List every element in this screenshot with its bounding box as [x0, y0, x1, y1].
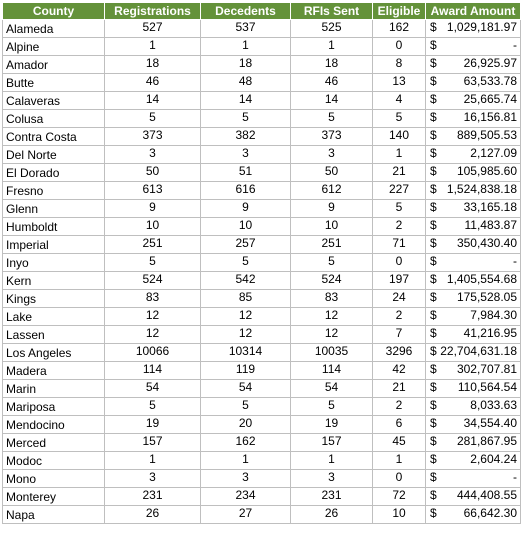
cell-county[interactable]: Glenn: [3, 200, 105, 218]
table-row: [3, 290, 521, 308]
currency-symbol: $: [430, 344, 437, 358]
cell-registrations[interactable]: 19: [105, 416, 201, 434]
cell-registrations[interactable]: 527: [105, 20, 201, 38]
award-amount: 16,156.81: [463, 110, 517, 124]
cell-decedents[interactable]: 5: [201, 254, 291, 272]
cell-eligible[interactable]: 6: [373, 416, 426, 434]
table-row: [3, 326, 521, 344]
award-value: [430, 164, 517, 179]
cell-eligible[interactable]: 0: [373, 38, 426, 56]
cell-decedents[interactable]: 1: [201, 38, 291, 56]
table-row: [3, 128, 521, 146]
cell-registrations[interactable]: 83: [105, 290, 201, 308]
cell-rfis-sent[interactable]: 524: [291, 272, 373, 290]
currency-symbol: $: [430, 38, 437, 52]
cell-eligible[interactable]: 45: [373, 434, 426, 452]
cell-registrations[interactable]: 26: [105, 506, 201, 524]
cell-county[interactable]: Madera: [3, 362, 105, 380]
award-value: [430, 56, 517, 71]
cell-decedents[interactable]: 12: [201, 308, 291, 326]
cell-county[interactable]: Kings: [3, 290, 105, 308]
cell-rfis-sent[interactable]: 46: [291, 74, 373, 92]
award-value: [430, 506, 517, 521]
currency-symbol: $: [430, 92, 437, 106]
table-row: [3, 164, 521, 182]
cell-registrations[interactable]: 12: [105, 326, 201, 344]
currency-symbol: $: [430, 182, 437, 196]
cell-county[interactable]: Del Norte: [3, 146, 105, 164]
cell-registrations[interactable]: 5: [105, 254, 201, 272]
cell-award-amount[interactable]: [426, 308, 521, 326]
award-value: [430, 452, 517, 467]
award-amount: 105,985.60: [456, 164, 517, 178]
cell-rfis-sent[interactable]: 19: [291, 416, 373, 434]
award-amount: 8,033.63: [470, 398, 517, 412]
currency-symbol: $: [430, 218, 437, 232]
cell-rfis-sent[interactable]: 5: [291, 398, 373, 416]
cell-rfis-sent[interactable]: 612: [291, 182, 373, 200]
cell-rfis-sent[interactable]: 12: [291, 308, 373, 326]
table-row: [3, 506, 521, 524]
table-row: [3, 434, 521, 452]
cell-eligible[interactable]: 162: [373, 20, 426, 38]
award-amount: 11,483.87: [464, 218, 517, 232]
cell-county[interactable]: El Dorado: [3, 164, 105, 182]
cell-eligible[interactable]: 71: [373, 236, 426, 254]
cell-rfis-sent[interactable]: 114: [291, 362, 373, 380]
cell-decedents[interactable]: 5: [201, 110, 291, 128]
cell-county[interactable]: Butte: [3, 74, 105, 92]
cell-decedents[interactable]: 27: [201, 506, 291, 524]
cell-eligible[interactable]: 13: [373, 74, 426, 92]
table-row: [3, 92, 521, 110]
cell-decedents[interactable]: 616: [201, 182, 291, 200]
currency-symbol: $: [430, 452, 437, 466]
cell-county[interactable]: Alameda: [3, 20, 105, 38]
cell-eligible[interactable]: 5: [373, 110, 426, 128]
cell-registrations[interactable]: 1: [105, 38, 201, 56]
table-row: [3, 110, 521, 128]
cell-county[interactable]: Lassen: [3, 326, 105, 344]
award-amount: 1,524,838.18: [446, 182, 517, 196]
cell-award-amount[interactable]: [426, 362, 521, 380]
cell-award-amount[interactable]: [426, 236, 521, 254]
cell-rfis-sent[interactable]: 3: [291, 470, 373, 488]
header-row: [3, 3, 521, 20]
table-row: [3, 470, 521, 488]
award-value: [430, 362, 517, 377]
award-value: [430, 434, 517, 449]
cell-award-amount[interactable]: [426, 20, 521, 38]
cell-county[interactable]: Mono: [3, 470, 105, 488]
cell-decedents[interactable]: 18: [201, 56, 291, 74]
cell-rfis-sent[interactable]: 50: [291, 164, 373, 182]
award-amount: 26,925.97: [463, 56, 517, 70]
currency-symbol: $: [430, 470, 437, 484]
cell-eligible[interactable]: 72: [373, 488, 426, 506]
award-value: [430, 128, 517, 143]
award-value: [430, 74, 517, 89]
table-row: [3, 200, 521, 218]
table-row: [3, 182, 521, 200]
cell-award-amount[interactable]: [426, 290, 521, 308]
award-amount: 350,430.40: [456, 236, 517, 250]
cell-eligible[interactable]: 7: [373, 326, 426, 344]
currency-symbol: $: [430, 74, 437, 88]
award-amount: 2,604.24: [470, 452, 517, 466]
award-amount: 41,216.95: [463, 326, 517, 340]
cell-rfis-sent[interactable]: 5: [291, 110, 373, 128]
table-row: [3, 344, 521, 362]
cell-rfis-sent[interactable]: 157: [291, 434, 373, 452]
cell-eligible[interactable]: 21: [373, 164, 426, 182]
cell-eligible[interactable]: 8: [373, 56, 426, 74]
cell-award-amount[interactable]: [426, 506, 521, 524]
award-amount: 7,984.30: [470, 308, 517, 322]
cell-county[interactable]: Modoc: [3, 452, 105, 470]
currency-symbol: $: [430, 362, 437, 376]
award-amount: 302,707.81: [456, 362, 517, 376]
cell-county[interactable]: Imperial: [3, 236, 105, 254]
cell-eligible[interactable]: 0: [373, 254, 426, 272]
award-value: [430, 488, 517, 503]
currency-symbol: $: [430, 20, 437, 34]
cell-eligible[interactable]: 227: [373, 182, 426, 200]
cell-registrations[interactable]: 12: [105, 308, 201, 326]
cell-rfis-sent[interactable]: 10035: [291, 344, 373, 362]
currency-symbol: $: [430, 236, 437, 250]
cell-decedents[interactable]: 257: [201, 236, 291, 254]
cell-award-amount[interactable]: [426, 56, 521, 74]
cell-registrations[interactable]: 613: [105, 182, 201, 200]
cell-decedents[interactable]: 382: [201, 128, 291, 146]
table-row: [3, 38, 521, 56]
cell-registrations[interactable]: 10: [105, 218, 201, 236]
table-row: [3, 56, 521, 74]
cell-county[interactable]: Colusa: [3, 110, 105, 128]
award-amount: 33,165.18: [463, 200, 517, 214]
cell-registrations[interactable]: 3: [105, 146, 201, 164]
table-row: [3, 74, 521, 92]
cell-county[interactable]: Humboldt: [3, 218, 105, 236]
award-amount: 444,408.55: [456, 488, 517, 502]
table-row: [3, 488, 521, 506]
cell-rfis-sent[interactable]: 5: [291, 254, 373, 272]
award-amount: -: [513, 38, 517, 52]
header-eligible[interactable]: Eligible: [373, 3, 426, 20]
table-row: [3, 380, 521, 398]
currency-symbol: $: [430, 56, 437, 70]
cell-decedents[interactable]: 48: [201, 74, 291, 92]
award-amount: 889,505.53: [456, 128, 517, 142]
cell-registrations[interactable]: 5: [105, 398, 201, 416]
cell-county[interactable]: Los Angeles: [3, 344, 105, 362]
award-value: [430, 380, 517, 395]
cell-rfis-sent[interactable]: 12: [291, 326, 373, 344]
cell-county[interactable]: Amador: [3, 56, 105, 74]
cell-county[interactable]: Alpine: [3, 38, 105, 56]
cell-award-amount[interactable]: [426, 146, 521, 164]
county-award-table: [2, 2, 521, 524]
cell-rfis-sent[interactable]: 251: [291, 236, 373, 254]
currency-symbol: $: [430, 488, 437, 502]
cell-decedents[interactable]: 3: [201, 146, 291, 164]
cell-registrations[interactable]: 14: [105, 92, 201, 110]
currency-symbol: $: [430, 398, 437, 412]
currency-symbol: $: [430, 254, 437, 268]
award-value: [430, 470, 517, 485]
currency-symbol: $: [430, 128, 437, 142]
cell-registrations[interactable]: 18: [105, 56, 201, 74]
cell-county[interactable]: Inyo: [3, 254, 105, 272]
cell-award-amount[interactable]: [426, 74, 521, 92]
cell-county[interactable]: Contra Costa: [3, 128, 105, 146]
cell-decedents[interactable]: 5: [201, 398, 291, 416]
award-value: [430, 236, 517, 251]
cell-decedents[interactable]: 14: [201, 92, 291, 110]
cell-registrations[interactable]: 524: [105, 272, 201, 290]
cell-award-amount[interactable]: [426, 344, 521, 362]
award-amount: -: [513, 254, 517, 268]
table-row: [3, 452, 521, 470]
cell-county[interactable]: Kern: [3, 272, 105, 290]
cell-rfis-sent[interactable]: 14: [291, 92, 373, 110]
cell-registrations[interactable]: 157: [105, 434, 201, 452]
cell-registrations[interactable]: 46: [105, 74, 201, 92]
cell-eligible[interactable]: 140: [373, 128, 426, 146]
award-value: [430, 92, 517, 107]
cell-award-amount[interactable]: [426, 110, 521, 128]
award-value: [430, 308, 517, 323]
award-value: [430, 416, 517, 431]
award-amount: 34,554.40: [463, 416, 517, 430]
award-amount: 2,127.09: [470, 146, 517, 160]
currency-symbol: $: [430, 146, 437, 160]
cell-rfis-sent[interactable]: 231: [291, 488, 373, 506]
cell-award-amount[interactable]: [426, 254, 521, 272]
cell-eligible[interactable]: 197: [373, 272, 426, 290]
table-row: [3, 398, 521, 416]
cell-award-amount[interactable]: [426, 200, 521, 218]
cell-eligible[interactable]: 4: [373, 92, 426, 110]
cell-rfis-sent[interactable]: 1: [291, 38, 373, 56]
cell-county[interactable]: Monterey: [3, 488, 105, 506]
cell-decedents[interactable]: 10314: [201, 344, 291, 362]
currency-symbol: $: [430, 326, 437, 340]
cell-eligible[interactable]: 2: [373, 398, 426, 416]
cell-registrations[interactable]: 231: [105, 488, 201, 506]
cell-decedents[interactable]: 10: [201, 218, 291, 236]
award-amount: 281,867.95: [456, 434, 517, 448]
award-amount: 63,533.78: [463, 74, 517, 88]
header-rfis-sent[interactable]: RFIs Sent: [291, 3, 373, 20]
currency-symbol: $: [430, 164, 437, 178]
cell-award-amount[interactable]: [426, 398, 521, 416]
cell-registrations[interactable]: 251: [105, 236, 201, 254]
header-registrations[interactable]: Registrations: [105, 3, 201, 20]
cell-county[interactable]: Merced: [3, 434, 105, 452]
header-award-amount[interactable]: Award Amount: [426, 3, 521, 20]
table-row: [3, 308, 521, 326]
currency-symbol: $: [430, 200, 437, 214]
currency-symbol: $: [430, 110, 437, 124]
table-row: [3, 272, 521, 290]
cell-award-amount[interactable]: [426, 92, 521, 110]
cell-rfis-sent[interactable]: 83: [291, 290, 373, 308]
award-value: [430, 200, 517, 215]
cell-eligible[interactable]: 24: [373, 290, 426, 308]
award-value: [430, 290, 517, 305]
currency-symbol: $: [430, 380, 437, 394]
cell-award-amount[interactable]: [426, 470, 521, 488]
award-amount: -: [513, 470, 517, 484]
cell-county[interactable]: Napa: [3, 506, 105, 524]
cell-award-amount[interactable]: [426, 326, 521, 344]
cell-decedents[interactable]: 542: [201, 272, 291, 290]
table-row: [3, 416, 521, 434]
cell-award-amount[interactable]: [426, 452, 521, 470]
header-decedents[interactable]: Decedents: [201, 3, 291, 20]
cell-rfis-sent[interactable]: 18: [291, 56, 373, 74]
cell-registrations[interactable]: 10066: [105, 344, 201, 362]
cell-rfis-sent[interactable]: 54: [291, 380, 373, 398]
cell-decedents[interactable]: 12: [201, 326, 291, 344]
cell-registrations[interactable]: 373: [105, 128, 201, 146]
cell-eligible[interactable]: 21: [373, 380, 426, 398]
cell-county[interactable]: Calaveras: [3, 92, 105, 110]
currency-symbol: $: [430, 506, 437, 520]
cell-rfis-sent[interactable]: 10: [291, 218, 373, 236]
award-value: [430, 326, 517, 341]
award-value: [430, 110, 517, 125]
cell-rfis-sent[interactable]: 3: [291, 146, 373, 164]
cell-decedents[interactable]: 20: [201, 416, 291, 434]
cell-decedents[interactable]: 119: [201, 362, 291, 380]
cell-registrations[interactable]: 3: [105, 470, 201, 488]
cell-eligible[interactable]: 1: [373, 452, 426, 470]
cell-county[interactable]: Fresno: [3, 182, 105, 200]
cell-rfis-sent[interactable]: 9: [291, 200, 373, 218]
cell-award-amount[interactable]: [426, 488, 521, 506]
award-value: [430, 398, 517, 413]
table-row: [3, 254, 521, 272]
cell-county[interactable]: Mariposa: [3, 398, 105, 416]
currency-symbol: $: [430, 290, 437, 304]
cell-registrations[interactable]: 54: [105, 380, 201, 398]
currency-symbol: $: [430, 434, 437, 448]
cell-registrations[interactable]: 114: [105, 362, 201, 380]
award-value: [430, 182, 517, 197]
award-amount: 1,405,554.68: [446, 272, 517, 286]
award-value: [430, 218, 517, 233]
currency-symbol: $: [430, 272, 437, 286]
table-row: [3, 362, 521, 380]
cell-eligible[interactable]: 42: [373, 362, 426, 380]
cell-county[interactable]: Marin: [3, 380, 105, 398]
currency-symbol: $: [430, 416, 437, 430]
cell-eligible[interactable]: 1: [373, 146, 426, 164]
cell-registrations[interactable]: 9: [105, 200, 201, 218]
cell-award-amount[interactable]: [426, 416, 521, 434]
cell-county[interactable]: Lake: [3, 308, 105, 326]
cell-eligible[interactable]: 3296: [373, 344, 426, 362]
award-value: [430, 344, 517, 359]
cell-decedents[interactable]: 54: [201, 380, 291, 398]
table-row: [3, 146, 521, 164]
cell-decedents[interactable]: 3: [201, 470, 291, 488]
table-row: [3, 236, 521, 254]
cell-eligible[interactable]: 0: [373, 470, 426, 488]
award-value: [430, 146, 517, 161]
cell-rfis-sent[interactable]: 1: [291, 452, 373, 470]
table-body: [3, 20, 521, 524]
award-amount: 110,564.54: [457, 380, 517, 394]
award-value: [430, 20, 517, 35]
table-row: [3, 20, 521, 38]
cell-eligible[interactable]: 2: [373, 308, 426, 326]
cell-registrations[interactable]: 1: [105, 452, 201, 470]
cell-rfis-sent[interactable]: 373: [291, 128, 373, 146]
currency-symbol: $: [430, 308, 437, 322]
award-value: [430, 272, 517, 287]
cell-rfis-sent[interactable]: 525: [291, 20, 373, 38]
cell-decedents[interactable]: 51: [201, 164, 291, 182]
cell-rfis-sent[interactable]: 26: [291, 506, 373, 524]
cell-award-amount[interactable]: [426, 38, 521, 56]
cell-registrations[interactable]: 50: [105, 164, 201, 182]
award-amount: 1,029,181.97: [446, 20, 517, 34]
cell-award-amount[interactable]: [426, 272, 521, 290]
cell-registrations[interactable]: 5: [105, 110, 201, 128]
cell-eligible[interactable]: 10: [373, 506, 426, 524]
cell-eligible[interactable]: 5: [373, 200, 426, 218]
cell-decedents[interactable]: 85: [201, 290, 291, 308]
cell-decedents[interactable]: 9: [201, 200, 291, 218]
cell-award-amount[interactable]: [426, 380, 521, 398]
cell-decedents[interactable]: 234: [201, 488, 291, 506]
cell-award-amount[interactable]: [426, 434, 521, 452]
award-amount: 25,665.74: [463, 92, 517, 106]
award-value: [430, 38, 517, 53]
cell-decedents[interactable]: 162: [201, 434, 291, 452]
cell-award-amount[interactable]: [426, 164, 521, 182]
award-amount: 175,528.05: [456, 290, 517, 304]
cell-decedents[interactable]: 1: [201, 452, 291, 470]
table-row: [3, 218, 521, 236]
award-value: [430, 254, 517, 269]
cell-award-amount[interactable]: [426, 128, 521, 146]
award-amount: 22,704,631.18: [440, 344, 517, 358]
award-amount: 66,642.30: [463, 506, 517, 520]
header-county[interactable]: County: [3, 3, 105, 20]
cell-county[interactable]: Mendocino: [3, 416, 105, 434]
cell-eligible[interactable]: 2: [373, 218, 426, 236]
cell-award-amount[interactable]: [426, 218, 521, 236]
cell-decedents[interactable]: 537: [201, 20, 291, 38]
cell-award-amount[interactable]: [426, 182, 521, 200]
